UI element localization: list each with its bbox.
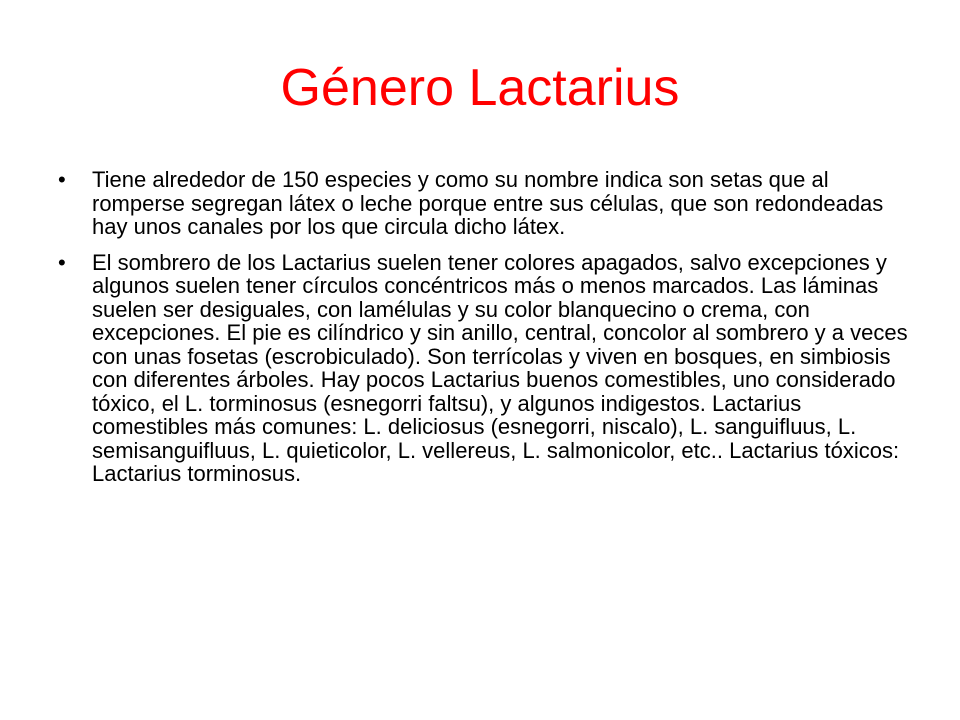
bullet-text: El sombrero de los Lactarius suelen tener colores apagados, salvo excepciones y algunos suelen tener círculos concéntricos más o menos marcados. Las láminas suelen ser desiguales, con lamélulas y su color blanquecino o crema, con excepciones. El pie es cilíndrico y sin anillo, central, concolor al sombrero y a veces con unas fosetas (escrobiculado). Son terrícolas y viven en bosques, en simbiosis con diferentes árboles. Hay pocos Lactarius buenos comestibles, uno considerado tóxico, el L. torminosus (esnegorri faltsu), y algunos indigestos. Lactarius comestibles más comunes: L. deliciosus (esnegorri, niscalo), L. sanguifluus, L. semisanguifluus, L. quieticolor, L. vellereus, L. salmonicolor, etc.. Lactarius tóxicos: Lactarius torminosus. [92, 249, 908, 486]
bullet-icon: • [58, 249, 66, 275]
bullet-list [58, 168, 920, 498]
slide-title: Género Lactarius [280, 59, 680, 117]
bullet-item [58, 168, 920, 239]
bullet-icon: • [58, 167, 66, 192]
bullet-item [58, 251, 920, 486]
bullet-text: Tiene alrededor de 150 especies y como su nombre indica son setas que al romperse segregan látex o leche porque entre sus células, que son redondeadas hay unos canales por los que circula dicho látex. [92, 167, 884, 239]
